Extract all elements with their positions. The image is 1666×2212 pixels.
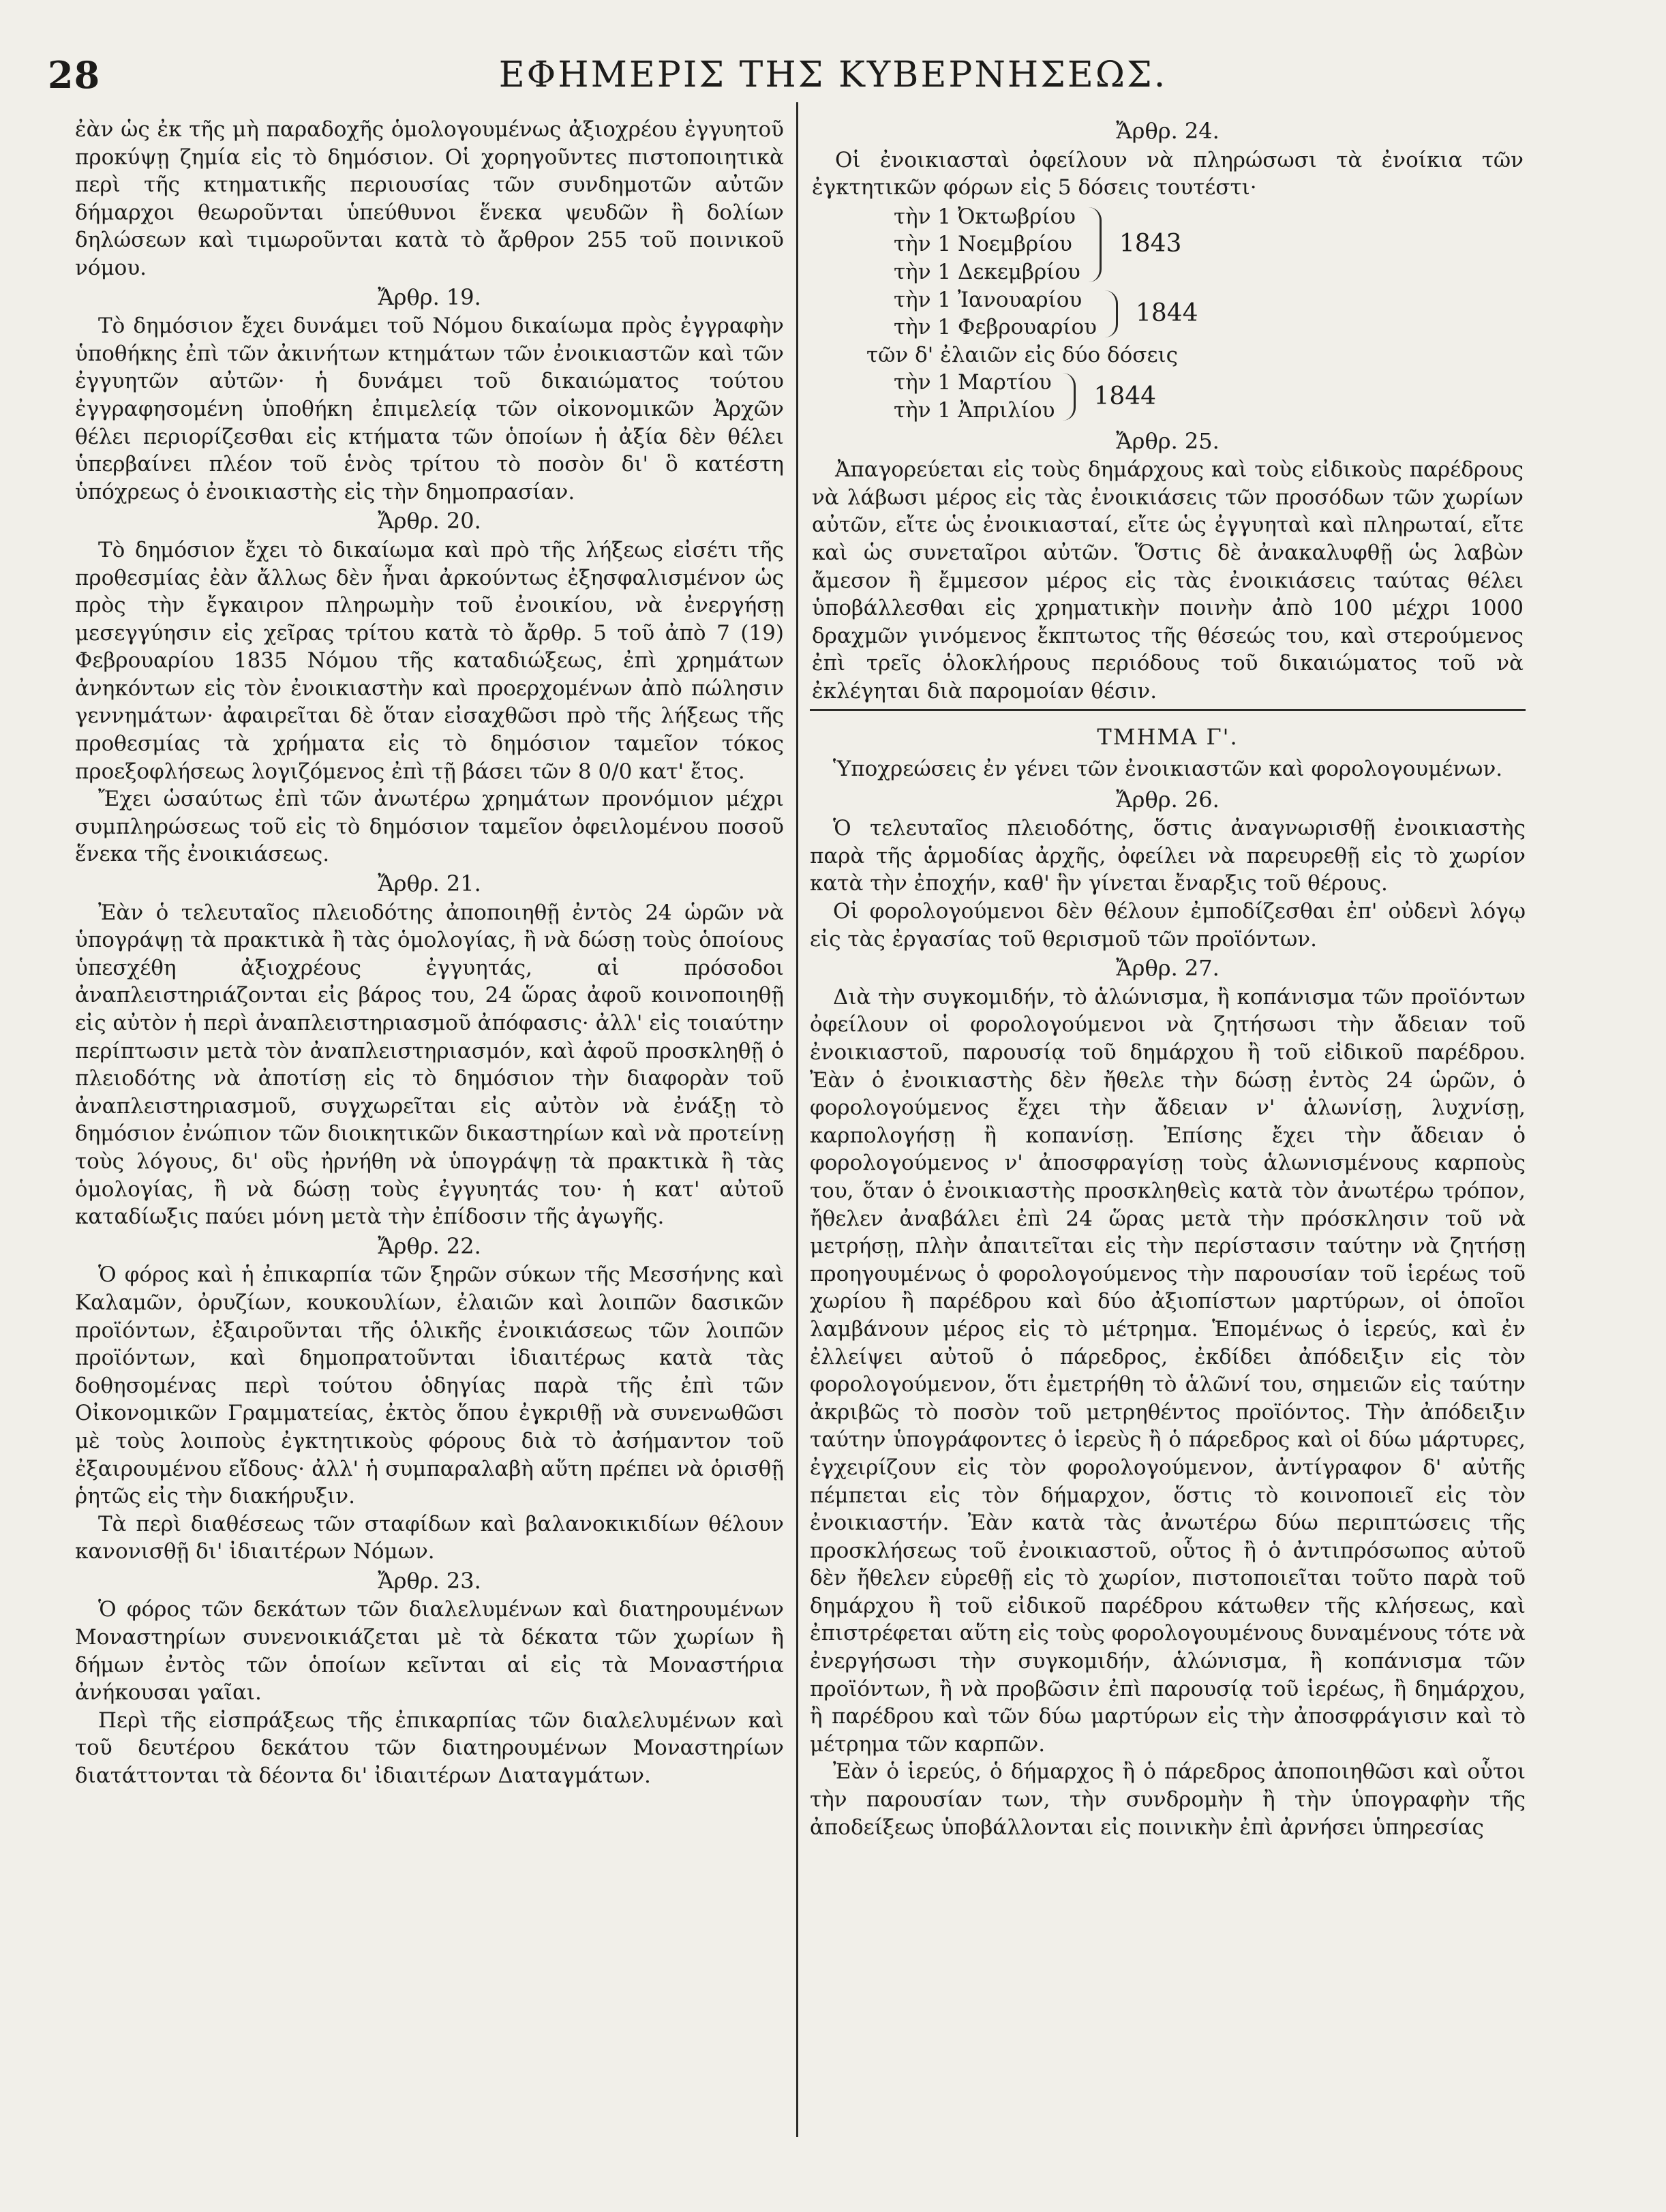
- paragraph: Τὰ περὶ διαθέσεως τῶν σταφίδων καὶ βαλανοκικιδίων θέλουν κανονισθῇ δι' ἰδιαιτέρων Νόμων.: [75, 1511, 784, 1564]
- paragraph: Ὁ τελευταῖος πλειοδότης, ὅστις ἀναγνωρισθῇ ἐνοικιαστὴς παρὰ τῆς ἁρμοδίας ἀρχῆς, ὀφείλει νὰ παρευρεθῇ εἰς τὸ χωρίον κατὰ τὴν ἐποχήν, καθ' ἣν γίνεται ἔναρξις τοῦ θέρους.: [810, 816, 1526, 896]
- article-24-box: [810, 117, 1526, 711]
- article-heading: Ἄρθρ. 22.: [378, 1232, 481, 1259]
- paragraph: Ἐὰν ὁ ἱερεύς, ὁ δήμαρχος ἢ ὁ πάρεδρος ἀποποιηθῶσι καὶ οὗτοι τὴν παρουσίαν των, τὴν συνδρομὴν ἢ τὴν ὑπογραφὴν τῆς ἀποδείξεως ὑποβάλλονται εἰς ποινικὴν ἐπὶ ἀρνήσει ὑπηρεσίας: [810, 1759, 1526, 1840]
- article-heading: Ἄρθρ. 24.: [1116, 118, 1220, 144]
- installment-date: τὴν 1 Δεκεμβρίου: [894, 259, 1080, 284]
- paragraph: Ὁ φόρος τῶν δεκάτων τῶν διαλελυμένων καὶ διατηρουμένων Μοναστηρίων συνενοικιάζεται μὲ τὰ δέκατα τῶν χωρίων ἢ δήμων ἐντὸς τῶν ὁποίων κεῖνται αἱ εἰς τὰ Μοναστήρια ἀνήκουσαι γαῖαι.: [75, 1597, 784, 1706]
- paragraph: Τὸ δημόσιον ἔχει δυνάμει τοῦ Νόμου δικαίωμα πρὸς ἐγγραφὴν ὑποθήκης ἐπὶ τῶν ἀκινήτων κτημάτων τῶν ἐνοικιαστῶν καὶ τῶν ἐγγυητῶν αὐτῶν· ἡ δυνάμει τοῦ δικαιώματος τούτου ἐγγραφησομένη ὑποθήκη ἐπιμελείᾳ τῶν οἰκονομικῶν Ἀρχῶν θέλει περιορίζεσθαι εἰς κτήματα τῶν ὁποίων ἡ ἀξία δὲν θέλει ὑπερβαίνει πλέον τοῦ ἑνὸς τρίτου τὸ ποσὸν δι' ὃ κατέστη ὑπόχρεως ὁ ἐνοικιαστὴς εἰς τὴν δημοπρασίαν.: [75, 314, 784, 504]
- paragraph: Περὶ τῆς εἰσπράξεως τῆς ἐπικαρπίας τῶν διαλελυμένων καὶ τοῦ δευτέρου δεκάτου τῶν διατηρουμένων Μοναστηρίων διατάττονται τὰ δέοντα δι' ἰδιαιτέρων Διαταγμάτων.: [75, 1708, 784, 1789]
- installment-group: [894, 203, 1524, 286]
- article-heading: Ἄρθρ. 23.: [378, 1567, 481, 1594]
- article-heading: Ἄρθρ. 27.: [1116, 955, 1220, 982]
- paragraph: Ἀπαγορεύεται εἰς τοὺς δημάρχους καὶ τοὺς εἰδικοὺς παρέδρους νὰ λάβωσι μέρος εἰς τὰς ἐνοικιάσεις τῶν προσόδων τῶν χωρίων αὐτῶν, εἴτε ὡς ἐνοικιασταί, εἴτε ὡς ἐγγυηταὶ καὶ πληρωταί, εἴτε καὶ ὡς συνεταῖροι αὐτῶν. Ὅστις δὲ ἀνακαλυφθῇ ὡς λαβὼν ἄμεσον ἢ ἔμμεσον μέρος εἰς τὰς ἐνοικιάσεις ταύτας θέλει ὑποβάλλεσθαι εἰς χρηματικὴν ποινὴν ἀπὸ 100 μέχρι 1000 δραχμῶν γινόμενος ἔκπτωτος τῆς θέσεώς του, καὶ στερούμενος ἐπὶ τρεῖς ὁλοκλήρους περιόδους τοῦ δικαιώματος τοῦ νὰ ἐκλέγηται διὰ παρομοίαν θέσιν.: [812, 457, 1524, 703]
- installment-group: [894, 369, 1524, 424]
- brace: [1063, 373, 1076, 420]
- paragraph: Οἱ φορολογούμενοι δὲν θέλουν ἐμποδίζεσθαι ἐπ' οὐδενὶ λόγῳ εἰς τὰς ἐργασίας τοῦ θερισμοῦ τῶν προϊόντων.: [810, 899, 1526, 952]
- installment-schedule: [812, 203, 1524, 425]
- paragraph: Διὰ τὴν συγκομιδήν, τὸ ἁλώνισμα, ἢ κοπάνισμα τῶν προϊόντων ὀφείλουν οἱ φορολογούμενοι νὰ ζητήσωσι τὴν ἄδειαν τοῦ ἐνοικιαστοῦ, παρουσίᾳ τοῦ δημάρχου ἢ τοῦ εἰδικοῦ παρέδρου. Ἐὰν ὁ ἐνοικιαστὴς δὲν ἤθελε τὴν δώσῃ ἐντὸς 24 ὡρῶν, ὁ φορολογούμενος ἔχει τὴν ἄδειαν ν' ἁλωνίσῃ, λυχνίσῃ, καρπολογήσῃ ἢ κοπανίσῃ. Ἐπίσης ἔχει τὴν ἄδειαν ὁ φορολογούμενος ν' ἀποσφραγίσῃ τοὺς ἁλωνισμένους καρποὺς του, ὅταν ὁ ἐνοικιαστὴς προσκληθεὶς κατὰ τὸν ἀνωτέρω τρόπον, ἤθελεν ἀναβάλει ἐπὶ 24 ὥρας μετὰ τὴν πρόσκλησιν τοῦ νὰ μετρήσῃ, πλὴν ἀπαιτεῖται εἰς τὴν περίστασιν ταύτην νὰ ζητήσῃ προηγουμένως ὁ φορολογούμενος τὴν παρουσίαν τοῦ ἱερέως τοῦ χωρίου ἢ παρέδρου καὶ δύο ἀξιοπίστων μαρτύρων, οἱ ὁποῖοι λαμβάνουν μέρος εἰς τὸ μέτρημα. Ἑπομένως ὁ ἱερεύς, καὶ ἐν ἐλλείψει αὐτοῦ ὁ πάρεδρος, ἐκδίδει ἀπόδειξιν εἰς τὸν φορολογούμενον, ὅτι ἐμετρήθη τὸ ἁλῶνί του, σημειῶν εἰς ταύτην ἀκριβῶς τὸ ποσὸν τοῦ μετρηθέντος προϊόντος. Τὴν ἀπόδειξιν ταύτην ὑπογράφοντες ὁ ἱερεὺς ἢ ὁ πάρεδρος καὶ οἱ δύω μάρτυρες, ἐγχειρίζουν εἰς τὸν φορολογούμενον, ἀντίγραφον δ' αὐτῆς πέμπεται εἰς τὸν δήμαρχον, ὅστις τὸ κοινοποιεῖ εἰς τὸν ἐνοικιαστήν. Ἐὰν κατὰ τὰς ἀνωτέρω δύω περιπτώσεις τῆς προσκλήσεως τοῦ ἐνοικιαστοῦ, οὗτος ἢ ὁ ἀντιπρόσωπος αὐτοῦ δὲν ἤθελεν εὑρεθῇ εἰς τὸ χωρίον, πιστοποιεῖται τοῦτο παρὰ τοῦ δημάρχου ἢ τοῦ εἰδικοῦ παρέδρου κάτωθεν τῆς κλήσεως, καὶ ἐπιστρέφεται αὕτη εἰς τοὺς φορολογουμένους δυναμένους τότε νὰ ἐνεργήσωσι τὴν συγκομιδήν, ἁλώνισμα, ἢ κοπάνισμα τῶν προϊόντων, ἢ νὰ προβῶσιν ἐπὶ παρουσίᾳ τοῦ ἱερέως, ἢ δημάρχου, ἢ παρέδρου καὶ τῶν δύω μαρτύρων εἰς τὴν ἀποσφράγισιν καὶ τὸ μέτρημα τῶν καρπῶν.: [810, 984, 1526, 1757]
- paragraph: Ὁ φόρος καὶ ἡ ἐπικαρπία τῶν ξηρῶν σύκων τῆς Μεσσήνης καὶ Καλαμῶν, ὀρυζίων, κουκουλίων, ἐλαιῶν καὶ λοιπῶν δασικῶν προϊόντων, ἐξαιροῦνται τῆς ὁλικῆς ἐνοικιάσεως τῶν λοιπῶν προϊόντων, καὶ δημοπρατοῦνται ἰδιαιτέρως κατὰ τὰς δοθησομένας περὶ τούτου ὁδηγίας παρὰ τῆς ἐπὶ τῶν Οἰκονομικῶν Γραμματείας, ἐκτὸς ὅπου ἐγκριθῇ νὰ συνενωθῶσι μὲ τοὺς λοιποὺς ἐγκτητικοὺς φόρους διὰ τὸ ἀσήμαντον τοῦ ἐξαιρουμένου εἴδους· ἀλλ' ἡ συμπαραλαβὴ αὕτη πρέπει νὰ ὁρισθῇ ῥητῶς εἰς τὴν διακήρυξιν.: [75, 1262, 784, 1509]
- left-column: [75, 116, 784, 2198]
- installment-date: τὴν 1 Ὀκτωβρίου: [894, 204, 1076, 229]
- paragraph: Οἱ ἐνοικιασταὶ ὀφείλουν νὰ πληρώσωσι τὰ ἐνοίκια τῶν ἐγκτητικῶν φόρων εἰς 5 δόσεις τουτέστι·: [812, 147, 1524, 200]
- article-heading: Ἄρθρ. 21.: [378, 870, 481, 897]
- installment-year: 1844: [1093, 382, 1157, 410]
- installment-year: 1844: [1135, 299, 1198, 327]
- installment-group: [894, 286, 1524, 342]
- section-subtitle: Ὑποχρεώσεις ἐν γένει τῶν ἐνοικιαστῶν καὶ φορολογουμένων.: [832, 757, 1503, 782]
- article-heading: Ἄρθρ. 20.: [378, 508, 481, 534]
- paragraph: Ἐὰν ὁ τελευταῖος πλειοδότης ἀποποιηθῇ ἐντὸς 24 ὡρῶν νὰ ὑπογράψῃ τὰ πρακτικὰ ἢ τὰς ὁμολογίας, ἢ νὰ δώσῃ τοὺς ὁποίους ὑπεσχέθη ἀξιοχρέους ἐγγυητάς, αἱ πρόσοδοι ἀναπλειστηριάζονται εἰς βάρος του, 24 ὥρας ἀφοῦ κοινοποιηθῇ εἰς αὐτὸν ἡ περὶ ἀναπλειστηριασμοῦ ἀπόφασις· ἀλλ' εἰς τοιαύτην περίπτωσιν μετὰ τὸν ἀναπλειστηριασμόν, καὶ ἀφοῦ προσκληθῇ ὁ πλειοδότης νὰ ἀποτίσῃ εἰς τὸ δημόσιον τὴν διαφορὰν τοῦ ἀναπλειστηριασμοῦ, συγχωρεῖται εἰς αὐτὸν νὰ ἐνάξῃ τὸ δημόσιον ἐνώπιον τῶν διοικητικῶν δικαστηρίων καὶ νὰ προτείνῃ τοὺς λόγους, δι' οὓς ἠρνήθη νὰ ὑπογράψῃ τὰ πρακτικὰ ἢ τὰς ὁμολογίας, ἢ νὰ δώσῃ τοὺς ἐγγυητάς του· ἡ κατ' αὐτοῦ καταδίωξις παύει μόνη μετὰ τὴν ἐπίδοσιν τῆς ἀγωγῆς.: [75, 900, 784, 1230]
- right-column: [810, 116, 1526, 2198]
- installment-date: τὴν 1 Ἀπριλίου: [894, 397, 1055, 423]
- brace: [1105, 290, 1118, 337]
- running-head-title: ΕΦΗΜΕΡΙΣ ΤΗΣ ΚΥΒΕΡΝΗΣΕΩΣ.: [498, 55, 1168, 95]
- brace: [1089, 207, 1102, 282]
- installment-date: τὴν 1 Νοεμβρίου: [894, 232, 1072, 257]
- installment-date: τὴν 1 Ἰανουαρίου: [894, 287, 1082, 312]
- paragraph: Ἔχει ὡσαύτως ἐπὶ τῶν ἀνωτέρω χρημάτων προνόμιον μέχρι συμπληρώσεως τοῦ εἰς τὸ δημόσιον ταμεῖον ὀφειλομένου ποσοῦ ἕνεκα τῆς ἐνοικιάσεως.: [75, 787, 784, 867]
- page-number: 28: [48, 53, 101, 97]
- installment-date: τὴν 1 Μαρτίου: [894, 370, 1052, 395]
- oils-installments-label: τῶν δ' ἐλαιῶν εἰς δύο δόσεις: [866, 342, 1179, 367]
- paragraph: ἐὰν ὡς ἐκ τῆς μὴ παραδοχῆς ὁμολογουμένως ἀξιοχρέου ἐγγυητοῦ προκύψῃ ζημία εἰς τὸ δημόσιον. Οἱ χορηγοῦντες πιστοποιητικὰ περὶ τῆς κτηματικῆς περιουσίας τῶν συνδημοτῶν αὐτῶν δήμαρχοι θεωροῦνται ὑπεύθυνοι ἕνεκα ψευδῶν ἢ δολίων δηλώσεων καὶ τιμωροῦνται κατὰ τὸ ἄρθρον 255 τοῦ ποινικοῦ νόμου.: [75, 117, 784, 280]
- installment-date: τὴν 1 Φεβρουαρίου: [894, 315, 1097, 340]
- column-divider: [796, 102, 798, 2137]
- article-heading: Ἄρθρ. 26.: [1116, 786, 1220, 813]
- article-heading: Ἄρθρ. 19.: [378, 284, 481, 310]
- paragraph: Τὸ δημόσιον ἔχει τὸ δικαίωμα καὶ πρὸ τῆς λήξεως εἰσέτι τῆς προθεσμίας ἐὰν ἄλλως δὲν ἦναι ἀρκούντως ἐξησφαλισμένον ὡς πρὸς τὴν ἔγκαιρον πληρωμὴν τοῦ ἐνοικίου, νὰ ἐνεργήσῃ μεσεγγύησιν εἰς χεῖρας τρίτου κατὰ τὸ ἄρθρ. 5 τοῦ ἀπὸ 7 (19) Φεβρουαρίου 1835 Νόμου τῆς καταδιώξεως, ἐπὶ χρημάτων ἀνηκόντων εἰς τὸν ἐνοικιαστὴν καὶ προερχομένων ἀπὸ πώλησιν γεννημάτων· ἀφαιρεῖται δὲ ὅταν εἰσαχθῶσι πρὸ τῆς λήξεως τῆς προθεσμίας τὰ χρήματα εἰς τὸ δημόσιον ταμεῖον τόκος προεξοφλήσεως λογιζόμενος ἐπὶ τῇ βάσει τῶν 8 0/0 κατ' ἔτος.: [75, 537, 784, 784]
- section-heading: ΤΜΗΜΑ Γ'.: [1097, 724, 1239, 751]
- article-heading: Ἄρθρ. 25.: [1116, 427, 1220, 454]
- installment-year: 1843: [1119, 230, 1182, 258]
